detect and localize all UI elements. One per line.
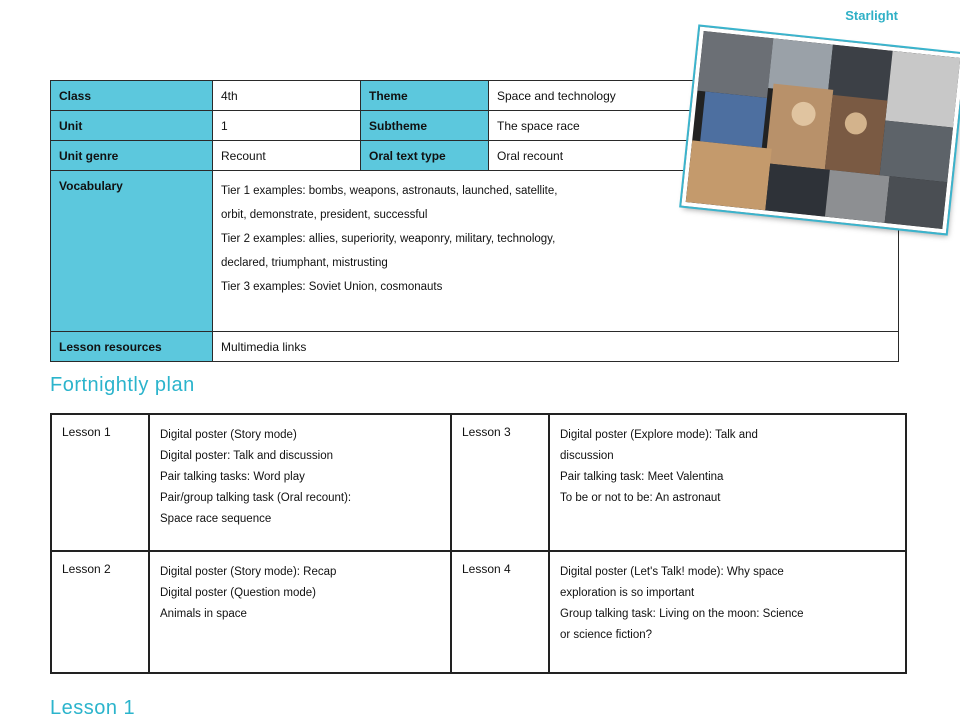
lesson-resources-value: Multimedia links xyxy=(213,332,899,362)
lesson-4-activities xyxy=(549,551,906,673)
space-race-collage-image xyxy=(681,27,960,234)
activity-item: To be or not to be: An astronaut xyxy=(560,492,721,504)
activity-item: exploration is so important xyxy=(560,587,695,599)
vocabulary-line: Tier 3 examples: Soviet Union, cosmonauts xyxy=(221,281,443,293)
oral-text-type-label: Oral text type xyxy=(361,141,489,171)
activity-item: Digital poster (Let's Talk! mode): Why space xyxy=(560,566,784,578)
unit-value: 1 xyxy=(213,111,361,141)
class-label: Class xyxy=(51,81,213,111)
activity-item: Digital poster (Question mode) xyxy=(160,587,316,599)
activity-item: Digital poster (Explore mode): Talk and xyxy=(560,429,758,441)
activity-item: Space race sequence xyxy=(160,513,272,525)
class-value: 4th xyxy=(213,81,361,111)
activity-item: Group talking task: Living on the moon: Science xyxy=(560,608,804,620)
lesson-1-heading: Lesson 1 xyxy=(50,697,136,719)
lesson-2-activities xyxy=(149,551,451,673)
vocabulary-line: Tier 1 examples: bombs, weapons, astronauts, launched, satellite, xyxy=(221,185,558,197)
subtheme-value: The space race xyxy=(489,111,899,141)
subtheme-label: Subtheme xyxy=(361,111,489,141)
lesson-2-name: Lesson 2 xyxy=(51,551,149,673)
theme-value: Space and technology xyxy=(489,81,899,111)
activity-item: Digital poster (Story mode): Recap xyxy=(160,566,337,578)
lesson-1-name: Lesson 1 xyxy=(51,414,149,551)
lesson-4-name: Lesson 4 xyxy=(451,551,549,673)
brand-label: Starlight xyxy=(845,8,898,23)
activity-item: Pair talking task: Meet Valentina xyxy=(560,471,724,483)
activity-item: Animals in space xyxy=(160,608,247,620)
lesson-3-name: Lesson 3 xyxy=(451,414,549,551)
fortnightly-plan-table xyxy=(50,413,907,674)
activity-item: Pair/group talking task (Oral recount): xyxy=(160,492,352,504)
activity-item: Digital poster: Talk and discussion xyxy=(160,450,334,462)
unit-label: Unit xyxy=(51,111,213,141)
lesson-3-activities xyxy=(549,414,906,551)
vocabulary-label: Vocabulary xyxy=(51,171,213,332)
lesson-resources-label: Lesson resources xyxy=(51,332,213,362)
oral-text-type-value: Oral recount xyxy=(489,141,899,171)
unit-genre-value: Recount xyxy=(213,141,361,171)
theme-label: Theme xyxy=(361,81,489,111)
fortnightly-plan-heading: Fortnightly plan xyxy=(50,374,195,396)
activity-item: discussion xyxy=(560,450,614,462)
activity-item: Digital poster (Story mode) xyxy=(160,429,297,441)
activity-item: Pair talking tasks: Word play xyxy=(160,471,305,483)
vocabulary-line: orbit, demonstrate, president, successful xyxy=(221,209,428,221)
activity-item: or science fiction? xyxy=(560,629,653,641)
lesson-1-activities xyxy=(149,414,451,551)
vocabulary-line: Tier 2 examples: allies, superiority, weaponry, military, technology, xyxy=(221,233,556,245)
vocabulary-line: declared, triumphant, mistrusting xyxy=(221,257,388,269)
unit-genre-label: Unit genre xyxy=(51,141,213,171)
